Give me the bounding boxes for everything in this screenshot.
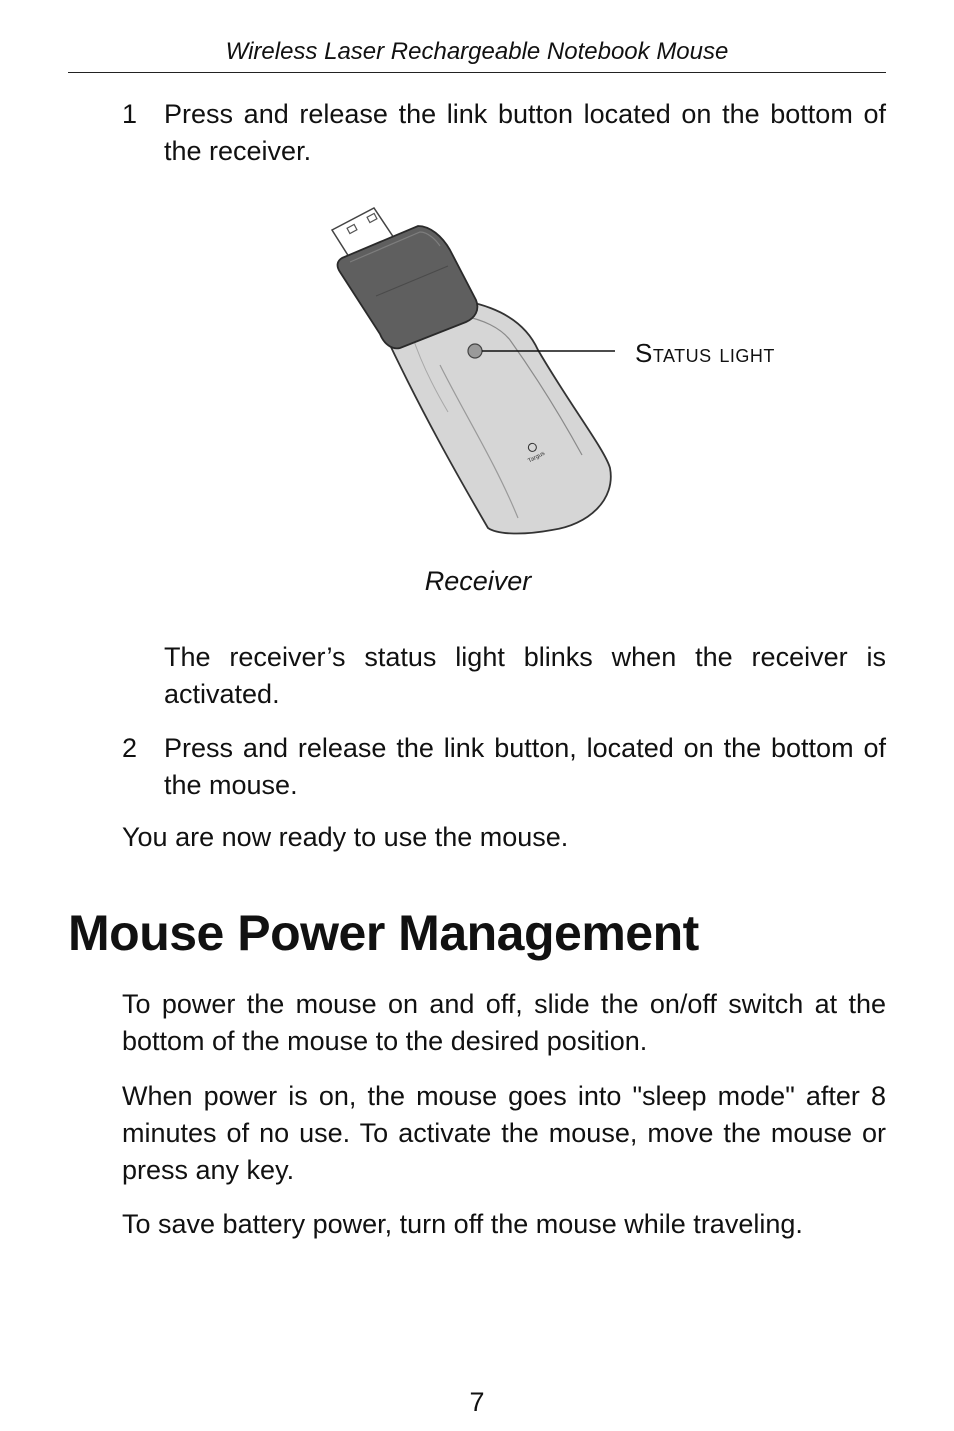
usb-receiver-icon <box>320 200 810 545</box>
step-text: Press and release the link button, located on the bottom of the mouse. <box>164 733 886 800</box>
power-switch-paragraph: To power the mouse on and off, slide the on/off switch at the bottom of the mouse to the desired position. <box>122 989 886 1056</box>
ready-paragraph: You are now ready to use the mouse. <box>122 822 569 852</box>
running-header: Wireless Laser Rechargeable Notebook Mouse <box>225 38 729 65</box>
figure-caption: Receiver <box>424 566 532 596</box>
status-light-label: Status light <box>635 338 775 368</box>
step-text: Press and release the link button located on the bottom of the receiver. <box>164 99 886 166</box>
receiver-illustration <box>320 200 810 545</box>
sleep-mode-paragraph: When power is on, the mouse goes into "sleep mode" after 8 minutes of no use. To activate the mouse, move the mouse or press any key. <box>122 1081 886 1185</box>
status-blinks-paragraph: The receiver’s status light blinks when the receiver is activated. <box>164 642 886 709</box>
page-number: 7 <box>469 1387 485 1417</box>
svg-text:Targus: Targus <box>527 450 547 465</box>
battery-paragraph: To save battery power, turn off the mouse while traveling. <box>122 1209 803 1239</box>
step-number: 1 <box>122 99 138 129</box>
status-light-icon <box>468 344 482 358</box>
header-rule <box>68 72 886 73</box>
step-number: 2 <box>122 733 138 763</box>
section-title: Mouse Power Management <box>68 905 699 961</box>
